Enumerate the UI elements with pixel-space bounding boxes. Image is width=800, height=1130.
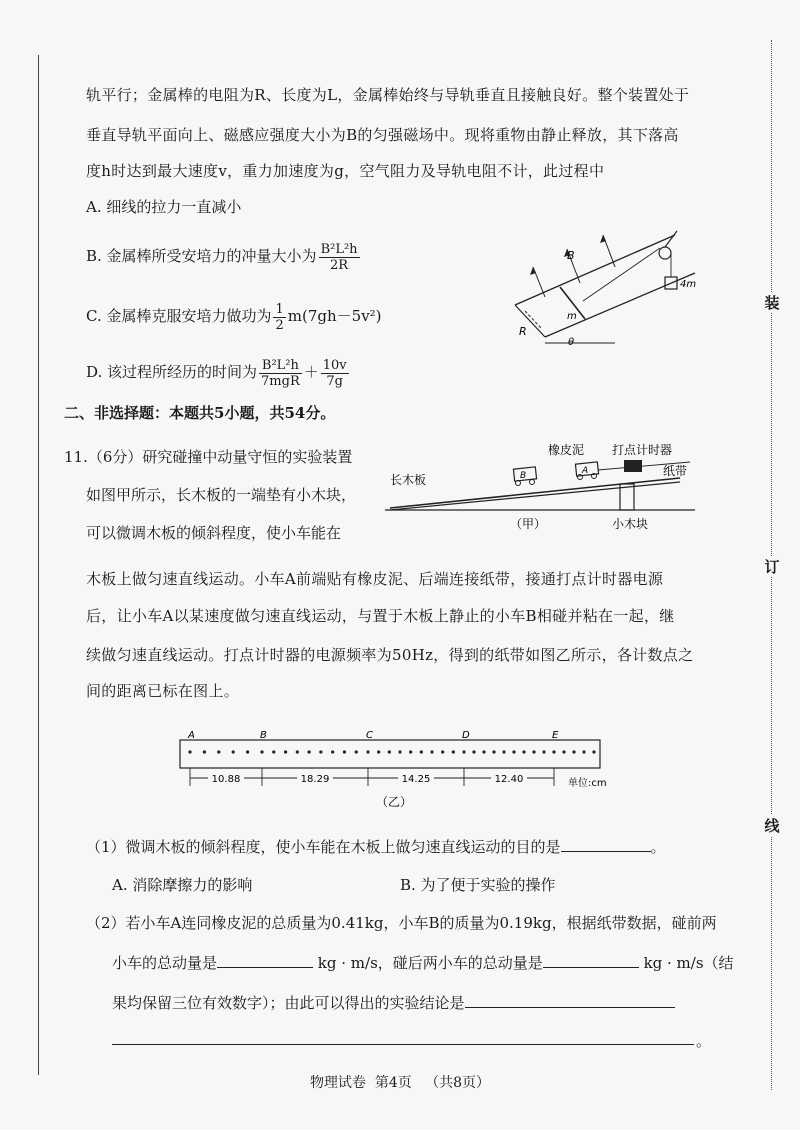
q11-paragraph-2: 后，让小车A以某速度做匀速直线运动，与置于木板上静止的小车B相碰并粘在一起，继 xyxy=(86,607,675,625)
tape-point-label-B: B xyxy=(260,730,267,741)
pulley xyxy=(659,247,671,259)
fraction-denominator: 2 xyxy=(275,317,284,333)
q10-line-3: 度h时达到最大速度v，重力加速度为g，空气阻力及导轨电阻不计，此过程中 xyxy=(86,162,605,180)
q11-sub2-text-b: kg · m/s，碰后两小车的总动量是 xyxy=(317,954,543,972)
q11-sub1-option-b: B. 为了便于实验的操作 xyxy=(400,876,556,894)
tape-dot xyxy=(572,750,575,753)
tape-dot xyxy=(203,750,206,753)
fraction-denominator: 2R xyxy=(330,257,349,273)
long-board-bottom xyxy=(390,482,680,510)
figure-jia-caption: （甲） xyxy=(510,517,547,531)
dimension-value: 14.25 xyxy=(401,774,431,785)
tape-dot xyxy=(552,750,555,753)
tape-dot xyxy=(441,750,444,753)
dimension-value: 10.88 xyxy=(211,774,241,785)
q11-sub1-text: （1）微调木板的倾斜程度，使小车能在木板上做匀速直线运动的目的是 xyxy=(86,838,561,856)
tape-dimensions xyxy=(190,768,554,786)
binding-label-zhuang: 装 xyxy=(762,292,782,313)
q10-option-d-fraction-2 xyxy=(321,358,349,389)
q10-option-a: A. 细线的拉力一直减小 xyxy=(86,198,242,216)
q10-option-c xyxy=(86,296,382,336)
q11-sub1 xyxy=(86,836,666,858)
tape-dot xyxy=(331,750,334,753)
figure-yi-paper-tape xyxy=(176,726,616,810)
fraction-numerator: 10v xyxy=(322,357,347,373)
footer-page-number: 第4页 xyxy=(374,1075,412,1091)
tape-point-label-A: A xyxy=(188,730,195,741)
q10-option-d-text: D. 该过程所经历的时间为 xyxy=(86,363,258,381)
tape-dot xyxy=(512,750,515,753)
footer-subject: 物理试卷 xyxy=(309,1075,366,1091)
fraction-denominator: 7g xyxy=(326,373,343,389)
tape-dot xyxy=(592,750,595,753)
tape-dot xyxy=(562,750,565,753)
tape-dots xyxy=(188,750,595,753)
tape-dot xyxy=(532,750,535,753)
answer-blank-1[interactable] xyxy=(561,837,651,852)
long-board-top xyxy=(390,478,680,508)
q11-sub2-text-c: kg · m/s（结 xyxy=(643,954,734,972)
rail-top xyxy=(515,235,675,305)
binding-label-xian: 线 xyxy=(762,815,782,836)
q10-option-d-fraction-1 xyxy=(259,358,302,389)
tape-dot xyxy=(398,750,401,753)
q11-intro-2: 如图甲所示，长木板的一端垫有小木块， xyxy=(86,486,357,504)
tape-dot xyxy=(343,750,346,753)
q11-sub2-line-1: （2）若小车A连同橡皮泥的总质量为0.41kg，小车B的质量为0.19kg，根据纸带数据，碰前两 xyxy=(86,914,717,932)
footer-total-pages: （共8页） xyxy=(425,1075,491,1091)
tape-dot xyxy=(492,750,495,753)
unit-label: 单位:cm xyxy=(568,778,607,789)
answer-blank-momentum-after[interactable] xyxy=(543,953,639,968)
tape-dot xyxy=(502,750,505,753)
q11-paragraph-4: 间的距离已标在图上。 xyxy=(86,682,240,700)
tape-dot xyxy=(582,750,585,753)
dimension-value: 18.29 xyxy=(300,774,330,785)
tape-dot xyxy=(246,750,249,753)
q11-paragraph-1: 木板上做匀速直线运动。小车A前端贴有橡皮泥、后端连接纸带，接通打点计时器电源 xyxy=(86,570,664,588)
tape-dot xyxy=(188,750,191,753)
tape-dot xyxy=(355,750,358,753)
tape-dot xyxy=(232,750,235,753)
q10-option-d xyxy=(86,352,351,392)
car-a-label: A xyxy=(582,466,589,476)
figure-yi-caption: （乙） xyxy=(376,795,413,809)
tape-dot xyxy=(296,750,299,753)
tape-dot xyxy=(319,750,322,753)
rod-label: m xyxy=(567,311,577,322)
wheel xyxy=(530,480,535,485)
q10-incline-rail-figure xyxy=(505,225,705,350)
q11-sub2-text-d: 果均保留三位有效数字）；由此可以得出的实验结论是 xyxy=(112,994,465,1012)
resistor-label: R xyxy=(519,325,527,338)
page-footer xyxy=(0,1072,800,1092)
tape-point-label-E: E xyxy=(552,730,559,741)
tape-dot xyxy=(284,750,287,753)
tape-dot xyxy=(542,750,545,753)
q10-option-c-text: C. 金属棒克服安培力做功为 xyxy=(86,307,272,325)
q11-sub2-end: 。 xyxy=(696,1032,712,1050)
q11-intro-3: 可以微调木板的倾斜程度，使小车能在 xyxy=(86,524,342,542)
section-heading: 二、非选择题：本题共5小题，共54分。 xyxy=(64,404,336,422)
q10-option-b xyxy=(86,236,362,276)
tape-dot xyxy=(217,750,220,753)
q11-intro-1: 11.（6分）研究碰撞中动量守恒的实验装置 xyxy=(64,448,353,466)
label-long-board: 长木板 xyxy=(390,473,427,487)
tape-dot xyxy=(260,750,263,753)
tape-point-labels xyxy=(187,730,559,741)
answer-blank-momentum-before[interactable] xyxy=(217,953,313,968)
fraction-numerator: B²L²h xyxy=(320,241,358,257)
q11-paragraph-3: 续做匀速直线运动。打点计时器的电源频率为50Hz，得到的纸带如图乙所示，各计数点之 xyxy=(86,646,694,664)
tape-dot xyxy=(430,750,433,753)
q10-line-2: 垂直导轨平面向上、磁感应强度大小为B的匀强磁场中。现将重物由静止释放，其下落高 xyxy=(86,126,679,144)
q11-sub1-end: 。 xyxy=(650,838,666,856)
figure-jia-apparatus xyxy=(380,438,700,538)
tape-dot xyxy=(482,750,485,753)
tape-dot xyxy=(462,750,465,753)
field-label-b: B xyxy=(567,249,575,262)
fraction-numerator: 1 xyxy=(275,301,284,317)
q10-option-b-fraction xyxy=(319,242,360,273)
answer-line-conclusion[interactable] xyxy=(112,1044,694,1045)
angle-label: θ xyxy=(568,337,575,348)
tape-dot xyxy=(388,750,391,753)
tape-dot xyxy=(272,750,275,753)
label-tape: 纸带 xyxy=(663,464,688,478)
q10-option-c-fraction xyxy=(273,302,285,333)
q11-sub2-line-3 xyxy=(112,992,675,1014)
car-b-label: B xyxy=(520,471,527,481)
left-margin-rule xyxy=(38,55,39,1075)
label-block: 小木块 xyxy=(612,517,649,531)
resistor-dash xyxy=(525,311,541,328)
label-clay: 橡皮泥 xyxy=(548,443,585,457)
q10-line-1: 轨平行；金属棒的电阻为R、长度为L，金属棒始终与导轨垂直且接触良好。整个装置处于 xyxy=(86,86,690,104)
answer-blank-conclusion[interactable] xyxy=(465,993,675,1008)
dimension-value: 12.40 xyxy=(494,774,524,785)
tape-outline xyxy=(180,740,600,768)
fraction-numerator: B²L²h xyxy=(259,358,302,374)
tape-dot xyxy=(377,750,380,753)
plus-sign: ＋ xyxy=(303,363,319,381)
fraction-denominator: 7mgR xyxy=(261,373,300,389)
label-timer: 打点计时器 xyxy=(612,443,673,457)
tape-dot xyxy=(308,750,311,753)
binding-label-ding: 订 xyxy=(762,556,782,577)
tape-dot xyxy=(522,750,525,753)
tape-dot xyxy=(366,750,369,753)
tape-dot xyxy=(452,750,455,753)
q10-option-c-expr: m(7gh－5v²) xyxy=(287,307,382,325)
weight-label: 4m xyxy=(680,279,697,290)
tape-dot xyxy=(409,750,412,753)
tape-point-label-C: C xyxy=(366,730,373,741)
tape-dot xyxy=(472,750,475,753)
q11-sub1-option-a: A. 消除摩擦力的影响 xyxy=(112,876,253,894)
q10-option-b-text: B. 金属棒所受安培力的冲量大小为 xyxy=(86,247,317,265)
q11-sub2-line-2 xyxy=(112,952,734,974)
q11-sub2-text-a: 小车的总动量是 xyxy=(112,954,218,972)
tape-dot xyxy=(420,750,423,753)
tape-point-label-D: D xyxy=(462,730,470,741)
